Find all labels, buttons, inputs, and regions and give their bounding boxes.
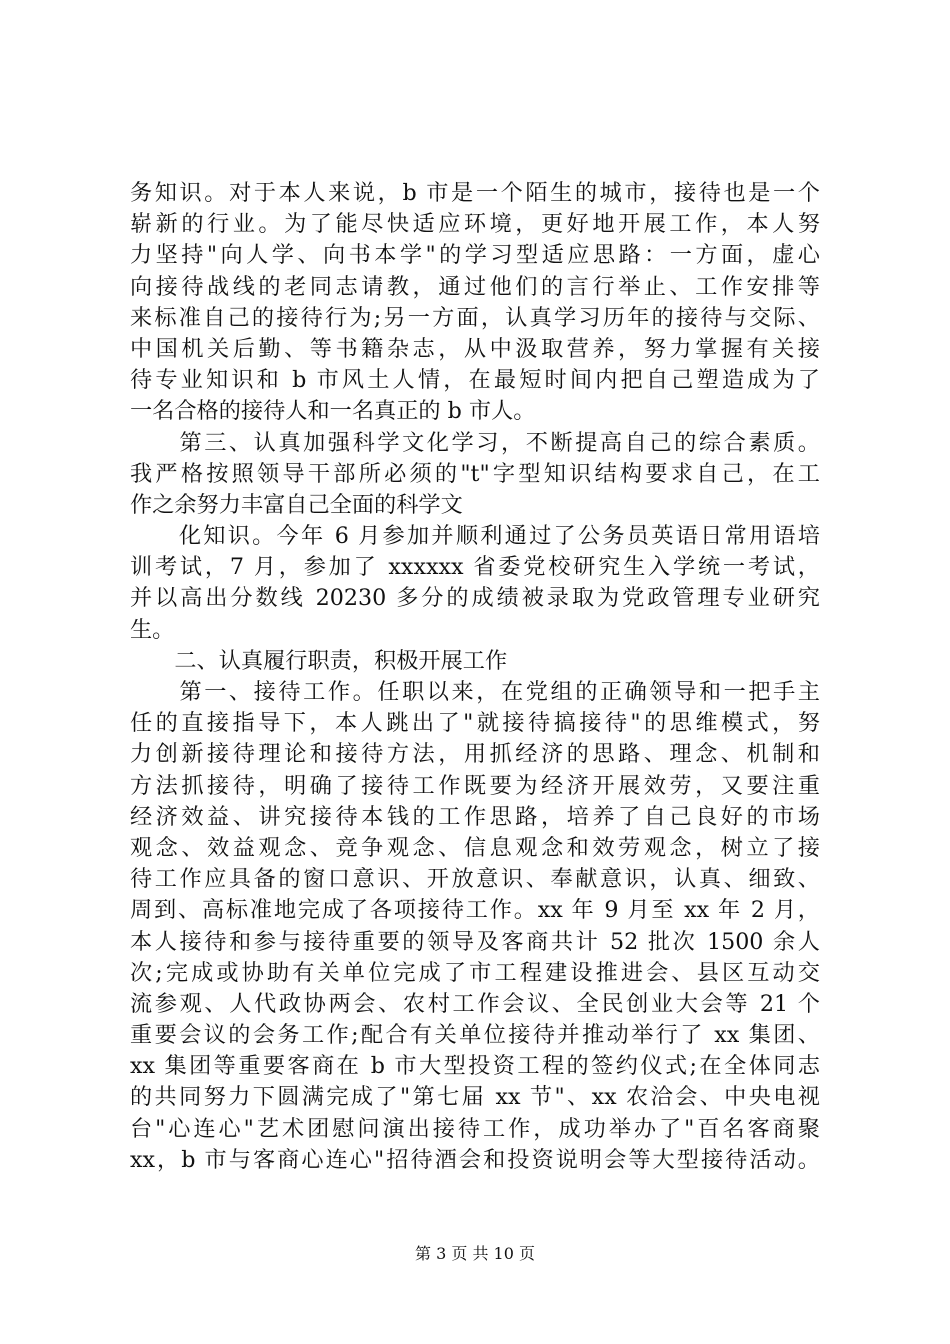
text-line: 我严格按照领导干部所必须的"t"字型知识结构要求自己，在工 xyxy=(130,460,820,487)
text-line: xx，b 市与客商心连心"招待酒会和投资说明会等大型接待活动。 xyxy=(130,1146,820,1173)
text-line: 本人接待和参与接待重要的领导及客商共计 52 批次 1500 余人 xyxy=(130,928,820,955)
text-line: 崭新的行业。为了能尽快适应环境，更好地开展工作，本人努 xyxy=(130,211,820,238)
text-line: 待工作应具备的窗口意识、开放意识、奉献意识，认真、细致、 xyxy=(130,866,820,893)
section-heading: 二、认真履行职责，积极开展工作 xyxy=(130,647,508,674)
text-line: 生。 xyxy=(130,616,175,643)
page-number-footer: 第 3 页 共 10 页 xyxy=(415,1244,535,1263)
text-line: 训考试，7 月，参加了 xxxxxx 省委党校研究生入学统一考试， xyxy=(130,554,820,581)
text-line: 并以高出分数线 20230 多分的成绩被录取为党政管理专业研究 xyxy=(130,585,820,612)
text-line: 观念、效益观念、竞争观念、信息观念和效劳观念，树立了接 xyxy=(130,834,820,861)
text-line: 待专业知识和 b 市风土人情，在最短时间内把自己塑造成为了 xyxy=(130,367,820,394)
text-line: 化知识。今年 6 月参加并顺利通过了公务员英语日常用语培 xyxy=(130,523,820,550)
text-line: 周到、高标准地完成了各项接待工作。xx 年 9 月至 xx 年 2 月， xyxy=(130,897,820,924)
text-line: 作之余努力丰富自己全面的科学文 xyxy=(130,491,463,518)
text-line: 向接待战线的老同志请教，通过他们的言行举止、工作安排等 xyxy=(130,273,820,300)
text-line: 重要会议的会务工作;配合有关单位接待并推动举行了 xx 集团、 xyxy=(130,1022,820,1049)
text-line: 中国机关后勤、等书籍杂志，从中汲取营养，努力掌握有关接 xyxy=(130,335,820,362)
body-text xyxy=(130,178,820,1176)
text-line: xx 集团等重要客商在 b 市大型投资工程的签约仪式;在全体同志 xyxy=(130,1053,820,1080)
text-line: 力创新接待理论和接待方法，用抓经济的思路、理念、机制和 xyxy=(130,741,820,768)
text-line: 力坚持"向人学、向书本学"的学习型适应思路：一方面，虚心 xyxy=(130,242,820,269)
text-line: 的共同努力下圆满完成了"第七届 xx 节"、xx 农洽会、中央电视 xyxy=(130,1084,820,1111)
text-line: 台"心连心"艺术团慰问演出接待工作，成功举办了"百名客商聚 xyxy=(130,1115,820,1142)
text-line: 流参观、人代政协两会、农村工作会议、全民创业大会等 21 个 xyxy=(130,990,820,1017)
text-line: 第一、接待工作。任职以来，在党组的正确领导和一把手主 xyxy=(130,679,820,705)
text-line: 第三、认真加强科学文化学习，不断提高自己的综合素质。 xyxy=(130,429,820,456)
text-line: 次;完成或协助有关单位完成了市工程建设推进会、县区互动交 xyxy=(130,959,820,986)
text-line: 经济效益、讲究接待本钱的工作思路，培养了自己良好的市场 xyxy=(130,803,820,830)
text-line: 方法抓接待，明确了接待工作既要为经济开展效劳，又要注重 xyxy=(130,772,820,799)
text-line: 务知识。对于本人来说，b 市是一个陌生的城市，接待也是一个 xyxy=(130,180,820,206)
text-line: 一名合格的接待人和一名真正的 b 市人。 xyxy=(130,398,536,425)
text-line: 任的直接指导下，本人跳出了"就接待搞接待"的思维模式，努 xyxy=(130,710,820,737)
text-line: 来标准自己的接待行为;另一方面，认真学习历年的接待与交际、 xyxy=(130,304,820,331)
